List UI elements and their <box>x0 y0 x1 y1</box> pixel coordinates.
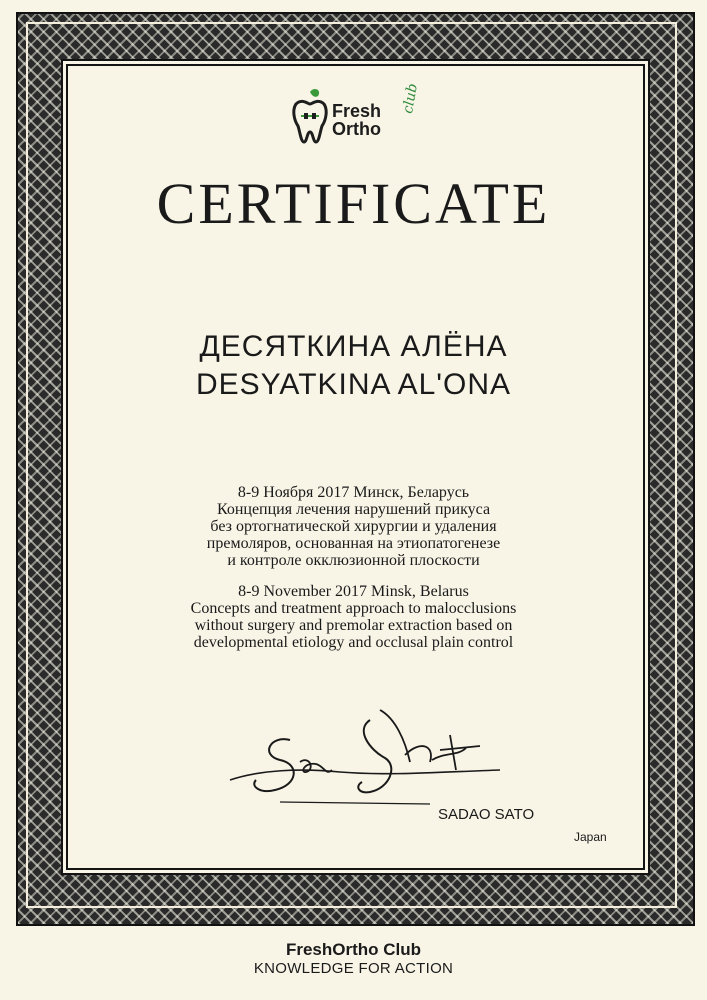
certificate-title: CERTIFICATE <box>156 171 551 236</box>
course-description-en <box>0 583 707 651</box>
signer-name: SADAO SATO <box>438 806 535 823</box>
logo-wordmark <box>332 102 381 138</box>
logo-word-fresh: Fresh <box>332 101 382 121</box>
course-line: 8-9 Ноября 2017 Минск, Беларусь <box>237 484 470 501</box>
footer-motto: KNOWLEDGE FOR ACTION <box>253 960 454 977</box>
course-line: Концепция лечения нарушений прикуса <box>216 501 491 518</box>
course-line: 8-9 November 2017 Minsk, Belarus <box>238 583 469 600</box>
footer-club-name: FreshOrtho Club <box>285 940 422 959</box>
tooth-with-leaf-icon <box>288 88 332 148</box>
recipient-name-ru: ДЕСЯТКИНА АЛЁНА <box>199 330 508 363</box>
freshortho-logo <box>288 82 428 158</box>
course-line: и контроле окклюзионной плоскости <box>227 552 480 569</box>
course-line: премоляров, основанная на этиопатогенезе <box>206 535 501 552</box>
course-line: без ортогнатической хирургии и удаления <box>210 518 497 535</box>
logo-club-script: club <box>400 82 422 115</box>
logo-word-ortho: Ortho <box>332 119 381 139</box>
handwritten-signature <box>220 700 510 820</box>
course-line: without surgery and premolar extraction based on <box>194 617 513 634</box>
signer-country: Japan <box>574 830 607 844</box>
recipient-name-en: DESYATKINA AL'ONA <box>195 368 512 401</box>
course-description-ru <box>0 484 707 569</box>
course-line: Concepts and treatment approach to malocclusions <box>190 600 517 617</box>
course-line: developmental etiology and occlusal plain control <box>193 634 514 651</box>
